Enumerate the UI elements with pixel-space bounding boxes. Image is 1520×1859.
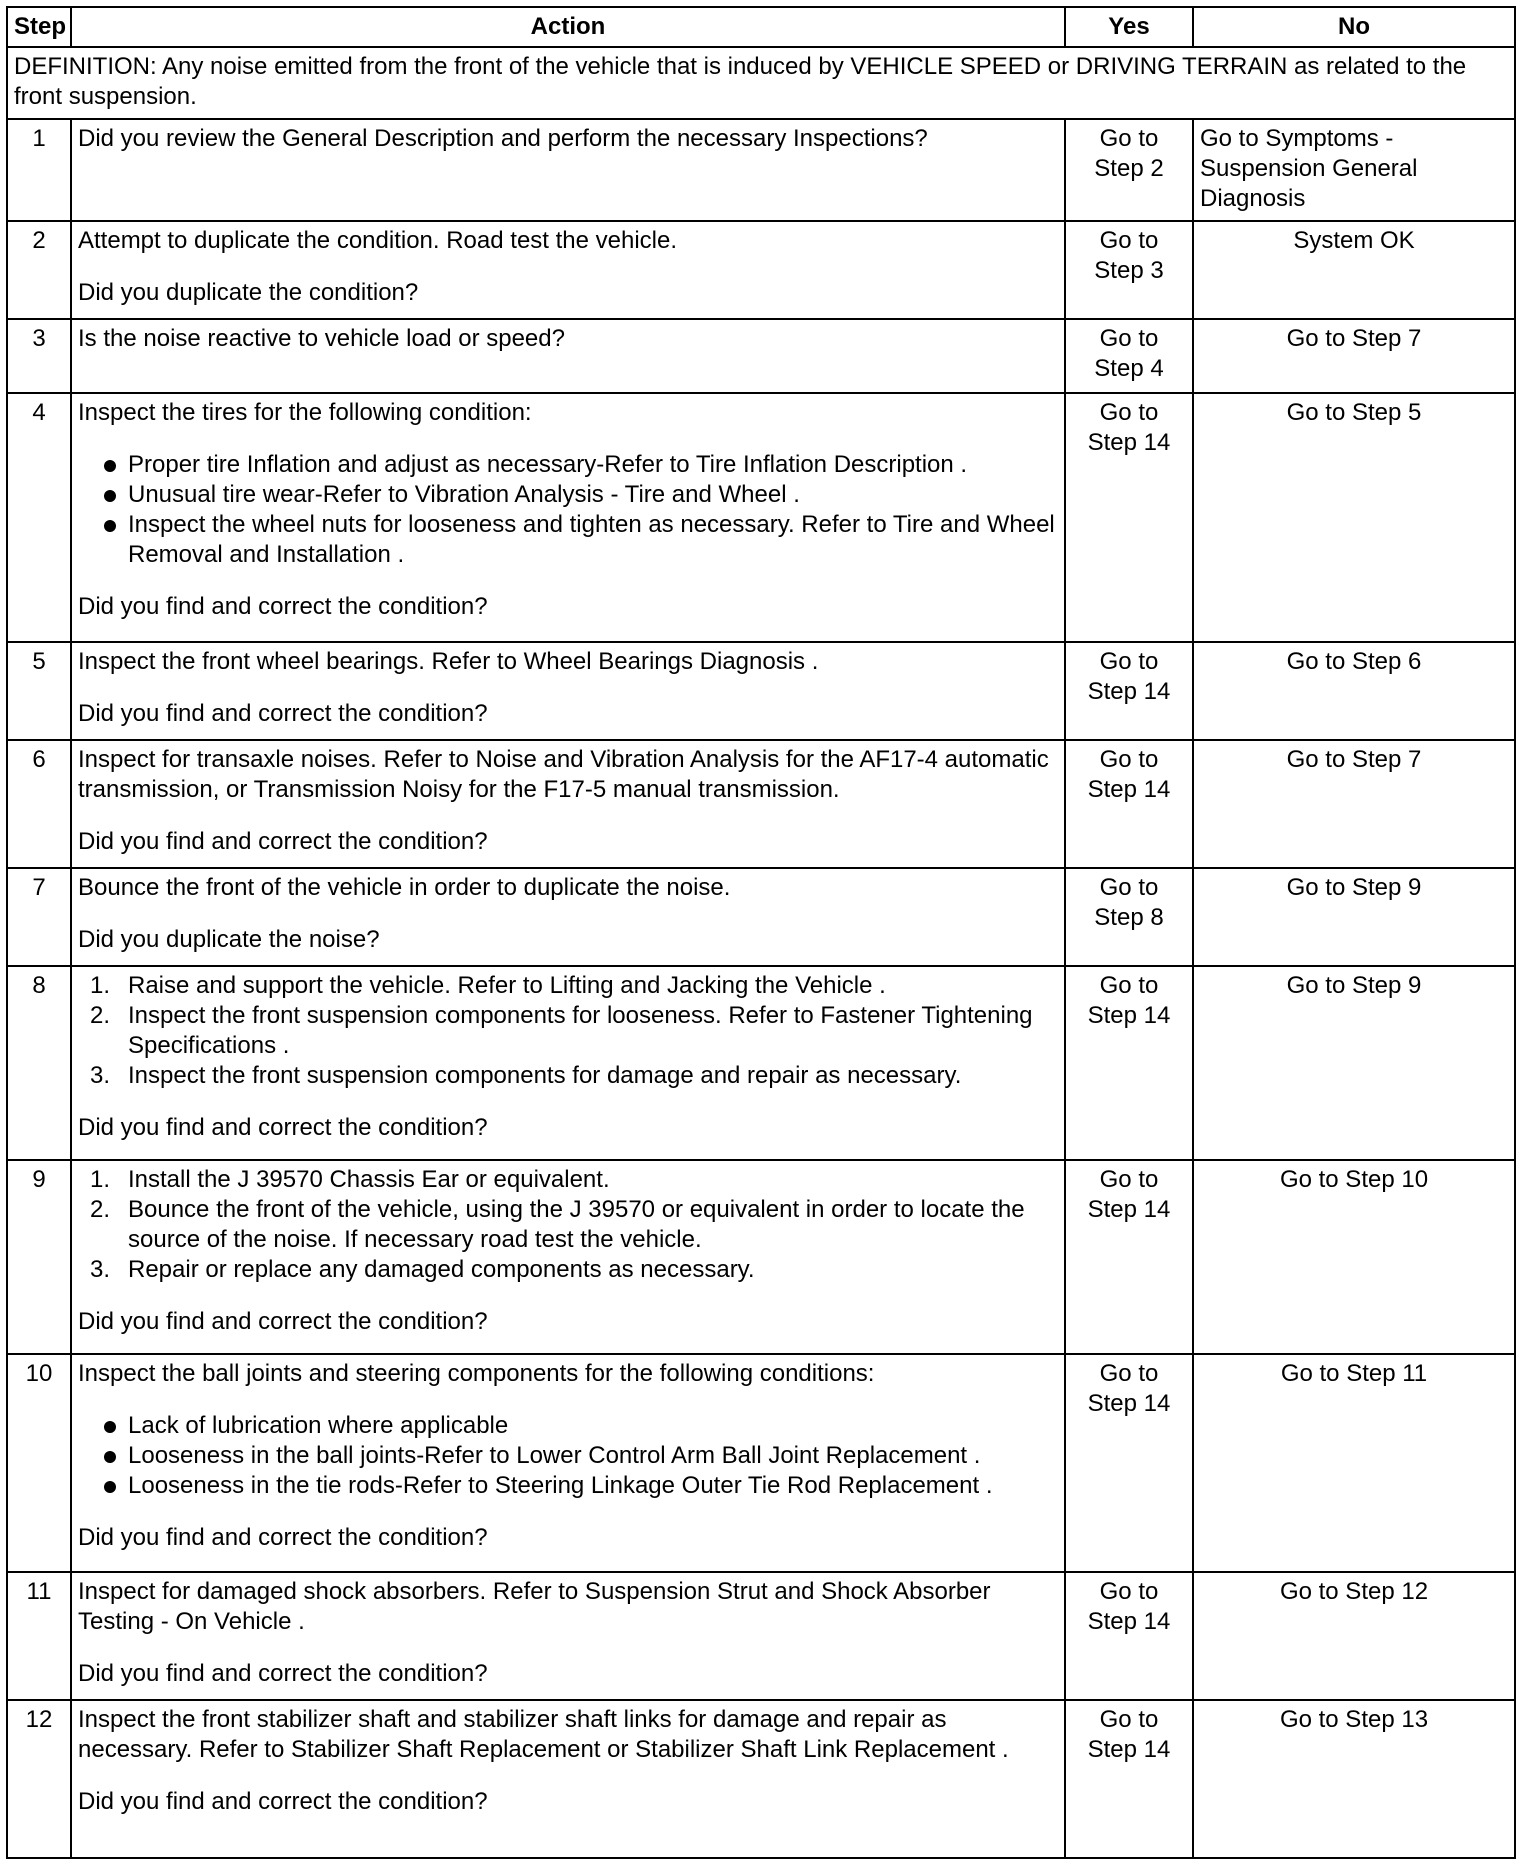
step-action bbox=[71, 1160, 1065, 1354]
yes-cell: Go to Step 14 bbox=[1065, 1160, 1193, 1354]
step-question: Did you find and correct the condition? bbox=[78, 1114, 488, 1141]
yes-cell: Go to Step 14 bbox=[1065, 393, 1193, 642]
yes-cell: Go to Step 14 bbox=[1065, 966, 1193, 1160]
table-row bbox=[7, 1160, 1515, 1354]
step-number: 9 bbox=[7, 1160, 71, 1354]
step-question: Did you find and correct the condition? bbox=[78, 593, 488, 620]
yes-cell: Go to Step 14 bbox=[1065, 740, 1193, 868]
step-action: Bounce the front of the vehicle in order to duplicate the noise. Did you duplicate the noise? bbox=[71, 868, 1065, 966]
step-action: Inspect the tires for the following condition: Proper tire Inflation and adjust as necessary-Refer to Tire Inflation Description . Unusual tire wear-Refer to Vibration Analysis - Tire and Wheel . Inspect the wheel nuts for looseness and tighten as necessary. Refer to Tire and Wheel Removal and Installation . Did you find and correct the condition? bbox=[71, 393, 1065, 642]
step-action: Is the noise reactive to vehicle load or speed? bbox=[71, 319, 1065, 393]
step-action: Inspect for damaged shock absorbers. Refer to Suspension Strut and Shock Absorber Testing - On Vehicle . Did you find and correct the condition? bbox=[71, 1572, 1065, 1700]
yes-cell: Go to Step 14 bbox=[1065, 642, 1193, 740]
step-action: Inspect for transaxle noises. Refer to Noise and Vibration Analysis for the AF17-4 automatic transmission, or Transmission Noisy for the F17-5 manual transmission. Did you find and correct the condition? bbox=[71, 740, 1065, 868]
table-row bbox=[7, 1700, 1515, 1858]
list-item: Proper tire Inflation and adjust as necessary-Refer to Tire Inflation Description . bbox=[128, 450, 1058, 480]
yes-cell: Go to Step 3 bbox=[1065, 221, 1193, 319]
table-row bbox=[7, 119, 1515, 221]
step-question: Did you duplicate the noise? bbox=[78, 926, 380, 953]
header-step: Step bbox=[7, 7, 71, 47]
step-number: 6 bbox=[7, 740, 71, 868]
step-number: 12 bbox=[7, 1700, 71, 1858]
yes-cell: Go to Step 14 bbox=[1065, 1572, 1193, 1700]
table-row bbox=[7, 642, 1515, 740]
yes-cell: Go to Step 14 bbox=[1065, 1354, 1193, 1572]
step-number: 11 bbox=[7, 1572, 71, 1700]
step-question: Did you find and correct the condition? bbox=[78, 1308, 488, 1335]
step-number: 10 bbox=[7, 1354, 71, 1572]
step-number: 1 bbox=[7, 119, 71, 221]
list-item: Looseness in the ball joints-Refer to Lower Control Arm Ball Joint Replacement . bbox=[128, 1441, 1058, 1471]
step-question: Did you find and correct the condition? bbox=[78, 700, 488, 727]
definition-row bbox=[7, 47, 1515, 119]
step-number: 7 bbox=[7, 868, 71, 966]
no-cell: Go to Step 13 bbox=[1193, 1700, 1515, 1858]
step-number: 3 bbox=[7, 319, 71, 393]
table-row bbox=[7, 1354, 1515, 1572]
step-question: Did you find and correct the condition? bbox=[78, 1788, 488, 1815]
list-item: Inspect the front suspension components for looseness. Refer to Fastener Tightening Specifications . bbox=[128, 1002, 1033, 1059]
step-number: 5 bbox=[7, 642, 71, 740]
definition-text: DEFINITION: Any noise emitted from the front of the vehicle that is induced by VEHICLE SPEED or DRIVING TERRAIN as related to the front suspension. bbox=[7, 47, 1515, 119]
step-action: Inspect the ball joints and steering components for the following conditions: Lack of lubrication where applicable Looseness in the ball joints-Refer to Lower Control Arm Ball Joint Replacement . Looseness in the tie rods-Refer to Steering Linkage Outer Tie Rod Replacement . Did you find and correct the condition? bbox=[71, 1354, 1065, 1572]
no-cell: Go to Symptoms - Suspension General Diagnosis bbox=[1193, 119, 1515, 221]
table-row bbox=[7, 393, 1515, 642]
numbered-list: 1. Raise and support the vehicle. Refer to Lifting and Jacking the Vehicle . 2. Inspect the front suspension components for looseness. Refer to Fastener Tightening Specifications . 3. Inspect the front suspension components for damage and repair as necessary. bbox=[90, 972, 1033, 1089]
table-row bbox=[7, 868, 1515, 966]
list-item: Install the J 39570 Chassis Ear or equivalent. bbox=[128, 1166, 610, 1193]
step-question: Did you find and correct the condition? bbox=[78, 828, 488, 855]
step-number: 8 bbox=[7, 966, 71, 1160]
no-cell: Go to Step 10 bbox=[1193, 1160, 1515, 1354]
list-item: Repair or replace any damaged components as necessary. bbox=[128, 1256, 755, 1283]
yes-cell: Go to Step 14 bbox=[1065, 1700, 1193, 1858]
list-item: Looseness in the tie rods-Refer to Steering Linkage Outer Tie Rod Replacement . bbox=[128, 1471, 1058, 1501]
diagnostic-table bbox=[6, 6, 1516, 1859]
step-action: Did you review the General Description and perform the necessary Inspections? bbox=[71, 119, 1065, 221]
step-number: 2 bbox=[7, 221, 71, 319]
no-cell: Go to Step 6 bbox=[1193, 642, 1515, 740]
header-action: Action bbox=[71, 7, 1065, 47]
no-cell: Go to Step 5 bbox=[1193, 393, 1515, 642]
step-action: Inspect the front wheel bearings. Refer to Wheel Bearings Diagnosis . Did you find and correct the condition? bbox=[71, 642, 1065, 740]
list-item: Inspect the wheel nuts for looseness and tighten as necessary. Refer to Tire and Wheel Removal and Installation . bbox=[128, 510, 1058, 570]
bullet-list bbox=[78, 450, 1058, 570]
step-question: Did you find and correct the condition? bbox=[78, 1660, 488, 1687]
step-question: Did you find and correct the condition? bbox=[78, 1524, 488, 1551]
step-number: 4 bbox=[7, 393, 71, 642]
no-cell: Go to Step 7 bbox=[1193, 319, 1515, 393]
list-item: Raise and support the vehicle. Refer to Lifting and Jacking the Vehicle . bbox=[128, 972, 886, 999]
table-row bbox=[7, 319, 1515, 393]
step-action bbox=[71, 966, 1065, 1160]
step-action: Inspect the front stabilizer shaft and stabilizer shaft links for damage and repair as necessary. Refer to Stabilizer Shaft Replacement or Stabilizer Shaft Link Replacement . Did you find and correct the condition? bbox=[71, 1700, 1065, 1858]
no-cell: Go to Step 9 bbox=[1193, 966, 1515, 1160]
header-no: No bbox=[1193, 7, 1515, 47]
yes-cell: Go to Step 4 bbox=[1065, 319, 1193, 393]
no-cell: Go to Step 12 bbox=[1193, 1572, 1515, 1700]
yes-cell: Go to Step 2 bbox=[1065, 119, 1193, 221]
table-row bbox=[7, 1572, 1515, 1700]
table-row bbox=[7, 966, 1515, 1160]
no-cell: Go to Step 11 bbox=[1193, 1354, 1515, 1572]
bullet-list bbox=[78, 1411, 1058, 1501]
list-item: Unusual tire wear-Refer to Vibration Analysis - Tire and Wheel . bbox=[128, 480, 1058, 510]
yes-cell: Go to Step 8 bbox=[1065, 868, 1193, 966]
list-item: Bounce the front of the vehicle, using the J 39570 or equivalent in order to locate the source of the noise. If necessary road test the vehicle. bbox=[128, 1196, 1025, 1253]
table-row bbox=[7, 221, 1515, 319]
step-action: Attempt to duplicate the condition. Road test the vehicle. Did you duplicate the condition? bbox=[71, 221, 1065, 319]
no-cell: Go to Step 9 bbox=[1193, 868, 1515, 966]
list-item: Lack of lubrication where applicable bbox=[128, 1411, 1058, 1441]
list-item: Inspect the front suspension components for damage and repair as necessary. bbox=[128, 1062, 962, 1089]
no-cell: Go to Step 7 bbox=[1193, 740, 1515, 868]
table-row bbox=[7, 740, 1515, 868]
numbered-list: 1. Install the J 39570 Chassis Ear or equivalent. 2. Bounce the front of the vehicle, using the J 39570 or equivalent in order to locate the source of the noise. If necessary road test the vehicle. 3. Repair or replace any damaged components as necessary. bbox=[90, 1166, 1025, 1283]
step-question: Did you duplicate the condition? bbox=[78, 279, 419, 306]
header-yes: Yes bbox=[1065, 7, 1193, 47]
no-cell: System OK bbox=[1193, 221, 1515, 319]
header-row bbox=[7, 7, 1515, 47]
